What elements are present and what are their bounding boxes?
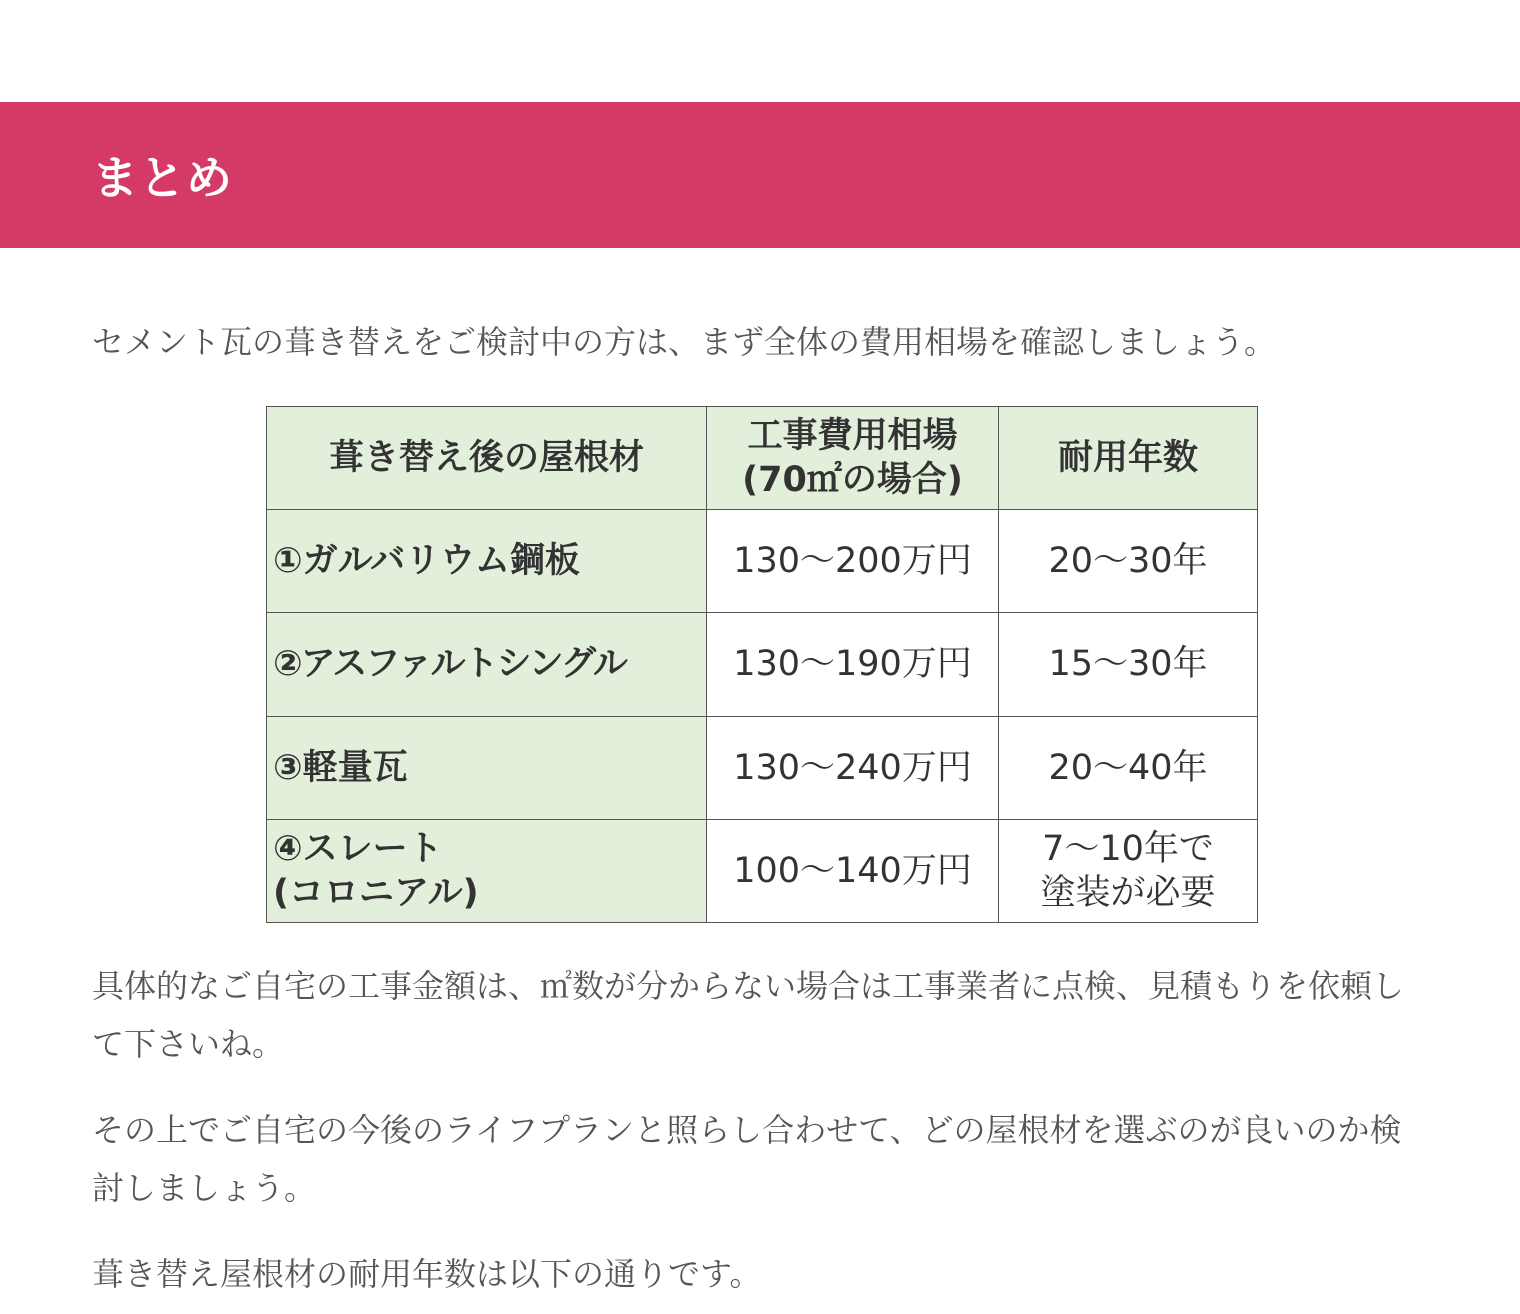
body-paragraph-durability-lead: 葺き替え屋根材の耐用年数は以下の通りです。 — [92, 1255, 762, 1293]
row-life: 15〜30年 — [999, 613, 1258, 716]
section-title: まとめ — [92, 151, 233, 205]
row-material: ①ガルバリウム鋼板 — [267, 510, 707, 613]
row-life-line1: 7〜10年で — [1042, 828, 1214, 869]
table-row — [267, 510, 1258, 613]
body-paragraph-life-plan: その上でご自宅の今後のライフプランと照らし合わせて、どの屋根材を選ぶのが良いのか検討しましょう。 — [92, 1111, 1402, 1207]
header-cost-line2: (70㎡の場合) — [742, 460, 963, 501]
row-life-line2: 塗装が必要 — [1040, 872, 1216, 913]
row-life: 20〜40年 — [999, 716, 1258, 819]
table-row — [267, 819, 1258, 922]
row-life — [999, 819, 1258, 922]
table-header-row — [267, 407, 1258, 510]
section-heading-bar — [0, 102, 1520, 248]
header-cost-line1: 工事費用相場 — [747, 416, 958, 457]
roof-material-cost-table — [266, 406, 1258, 923]
table-row — [267, 716, 1258, 819]
row-cost: 130〜200万円 — [707, 510, 999, 613]
row-material-line1: ④スレート — [273, 828, 443, 869]
row-material — [267, 819, 707, 922]
row-cost: 130〜240万円 — [707, 716, 999, 819]
header-life: 耐用年数 — [999, 407, 1258, 510]
row-material-line2: (コロニアル) — [273, 872, 479, 913]
row-material: ③軽量瓦 — [267, 716, 707, 819]
row-cost: 100〜140万円 — [707, 819, 999, 922]
intro-paragraph: セメント瓦の葺き替えをご検討中の方は、まず全体の費用相場を確認しましょう。 — [92, 323, 1277, 361]
header-material: 葺き替え後の屋根材 — [267, 407, 707, 510]
header-cost — [707, 407, 999, 510]
row-cost: 130〜190万円 — [707, 613, 999, 716]
table-row — [267, 613, 1258, 716]
body-paragraph-quote-request: 具体的なご自宅の工事金額は、㎡数が分からない場合は工事業者に点検、見積もりを依頼して下さいね。 — [92, 967, 1405, 1063]
row-material: ②アスファルトシングル — [267, 613, 707, 716]
row-life: 20〜30年 — [999, 510, 1258, 613]
